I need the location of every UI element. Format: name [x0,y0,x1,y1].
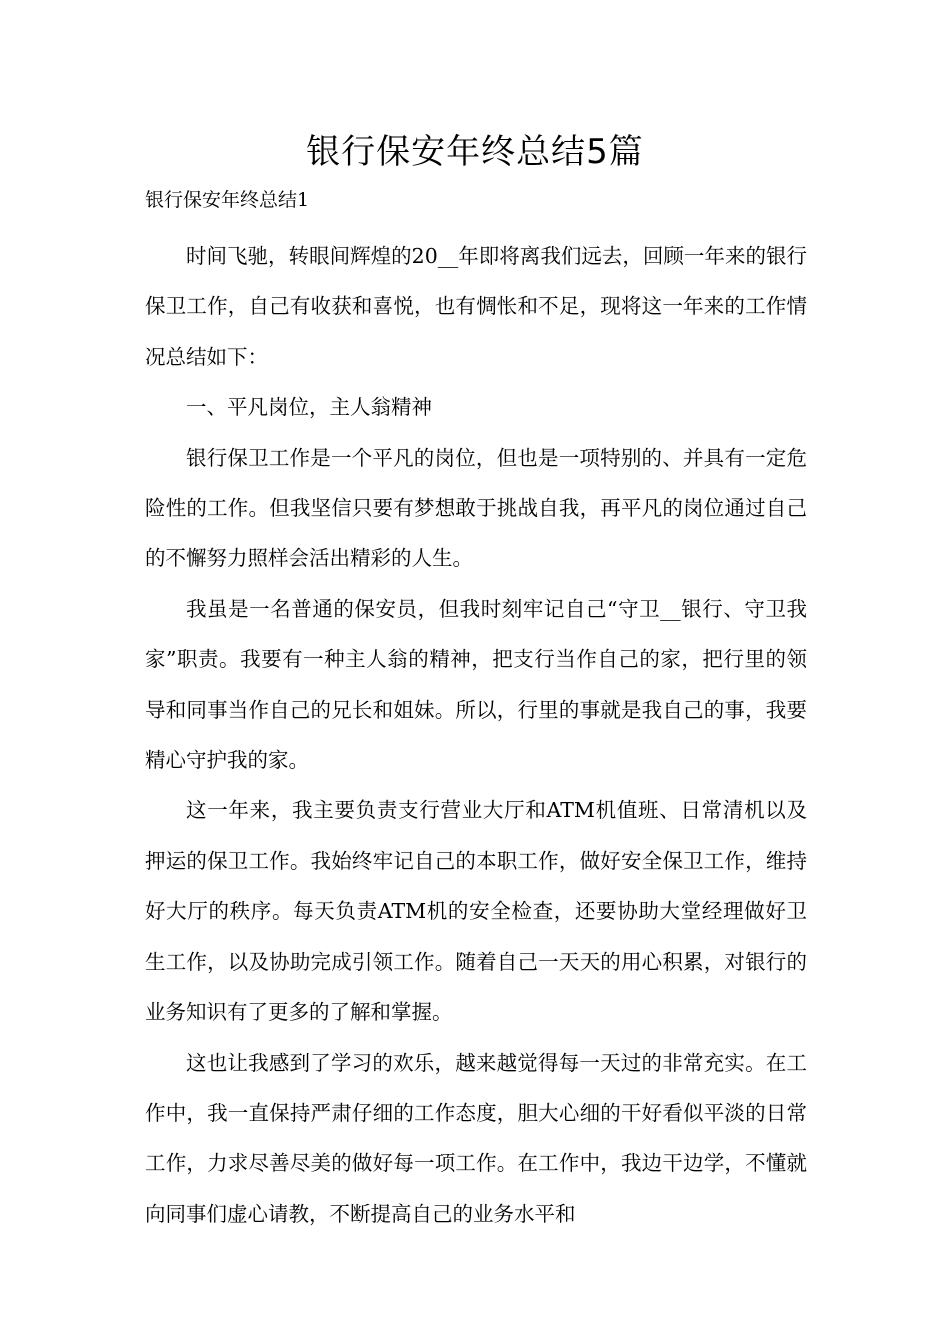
paragraph-intro: 时间飞驰，转眼间辉煌的20__年即将离我们远去，回顾一年来的银行保卫工作，自己有收获和喜悦，也有惆怅和不足，现将这一年来的工作情况总结如下： [145,244,807,369]
paragraph-3: 我虽是一名普通的保安员，但我时刻牢记自己“守卫__银行、守卫我家”职责。我要有一种主人翁的精神，把支行当作自己的家，把行里的领导和同事当作自己的兄长和姐妹。所以，行里的事就是我自己的事，我要精心守护我的家。 [145,596,807,773]
section-heading: 银行保安年终总结1 [145,189,310,211]
document-body [145,231,807,1239]
paragraph-4: 这一年来，我主要负责支行营业大厅和ATM机值班、日常清机以及押运的保卫工作。我始终牢记自己的本职工作，做好安全保卫工作，维持好大厅的秩序。每天负责ATM机的安全检查，还要协助大堂经理做好卫生工作，以及协助完成引领工作。随着自己一天天的用心积累，对银行的业务知识有了更多的了解和掌握。 [145,798,807,1025]
paragraph-2: 银行保卫工作是一个平凡的岗位，但也是一项特别的、并具有一定危险性的工作。但我坚信只要有梦想敢于挑战自我，再平凡的岗位通过自己的不懈努力照样会活出精彩的人生。 [145,445,807,571]
paragraph-5: 这也让我感到了学习的欢乐，越来越觉得每一天过的非常充实。在工作中，我一直保持严肃仔细的工作态度，胆大心细的干好看似平淡的日常工作，力求尽善尽美的做好每一项工作。在工作中，我边干边学，不懂就向同事们虚心请教，不断提高自己的业务水平和 [145,1050,807,1226]
paragraph-heading-1: 一、平凡岗位，主人翁精神 [186,395,432,420]
document-title: 银行保安年终总结5篇 [306,132,644,172]
